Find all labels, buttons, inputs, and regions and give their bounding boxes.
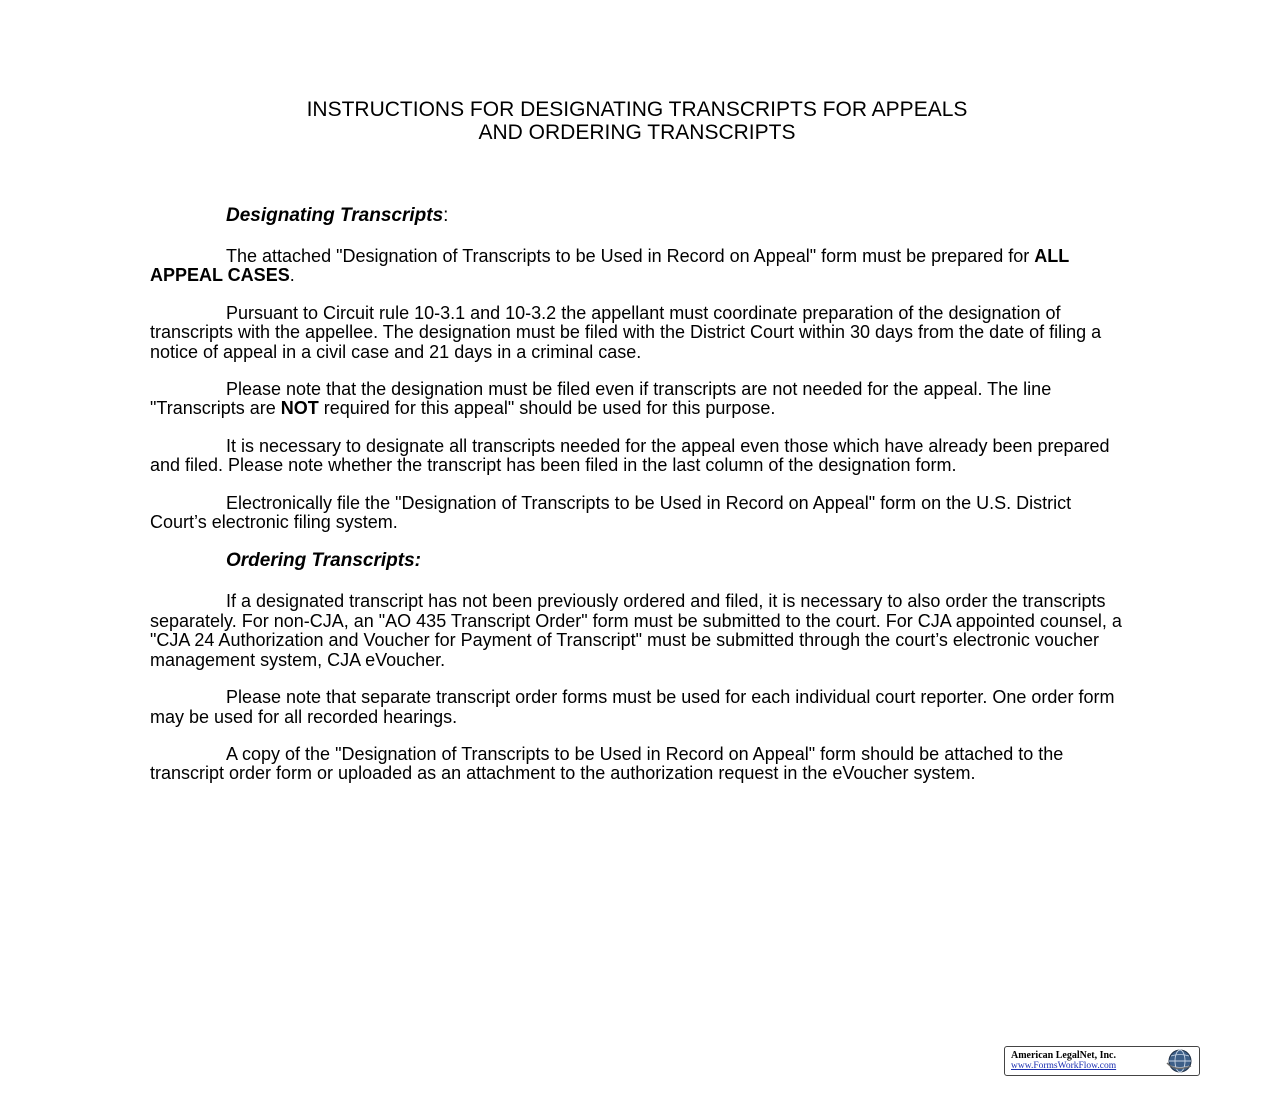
logo-url-link[interactable]: www.FormsWorkFlow.com — [1011, 1061, 1117, 1071]
paragraph-separate-forms: Please note that separate transcript order forms must be used for each individual court reporter. One order form may be used for all recorded hearings. — [150, 687, 1115, 727]
paragraph-designate-all: It is necessary to designate all transcripts needed for the appeal even those which have already been prepared and filed. Please note whether the transcript has been filed in the last column of the designation form. — [150, 435, 1110, 476]
globe-icon — [1165, 1048, 1195, 1074]
logo-company-name: American LegalNet, Inc. — [1011, 1050, 1116, 1061]
paragraph-not-needed-note: Please note that the designation must be filed even if transcripts are not needed for the appeal. The line "Transcripts are NOT required for this appeal" should be used for this purpose. — [150, 379, 1052, 419]
footer-logo — [1004, 1046, 1200, 1076]
paragraph-circuit-rule: Pursuant to Circuit rule 10-3.1 and 10-3.2 the appellant must coordinate preparation of the designation of transcripts with the appellee. The designation must be filed with the District Court within 30 days from the date of filing a notice of appeal in a civil case and 21 days in a criminal case. — [150, 302, 1102, 362]
title-line-1: INSTRUCTIONS FOR DESIGNATING TRANSCRIPTS FOR APPEALS — [306, 98, 968, 121]
section-heading-ordering: Ordering Transcripts: — [226, 550, 421, 572]
paragraph-designation-required: The attached "Designation of Transcripts to be Used in Record on Appeal" form must be prepared for ALL APPEAL CASES. — [150, 246, 1069, 286]
document-body — [150, 205, 1130, 802]
section-heading-designating: Designating Transcripts: — [226, 205, 449, 226]
paragraph-attach-copy: A copy of the "Designation of Transcripts to be Used in Record on Appeal" form should be attached to the transcript order form or uploaded as an attachment to the authorization request in the eVoucher system. — [150, 743, 1064, 784]
paragraph-order-separately: If a designated transcript has not been previously ordered and filed, it is necessary to also order the transcripts separately. For non-CJA, an "AO 435 Transcript Order" form must be submitted to the court. For CJA appointed counsel, a "CJA 24 Authorization and Voucher for Payment of Transcript" must be submitted through the court’s electronic voucher management system, CJA eVoucher. — [150, 591, 1122, 670]
title-line-2: AND ORDERING TRANSCRIPTS — [478, 121, 796, 144]
document-title — [150, 98, 1124, 144]
paragraph-electronic-filing: Electronically file the "Designation of Transcripts to be Used in Record on Appeal" form on the U.S. District Court’s electronic filing system. — [150, 492, 1072, 533]
